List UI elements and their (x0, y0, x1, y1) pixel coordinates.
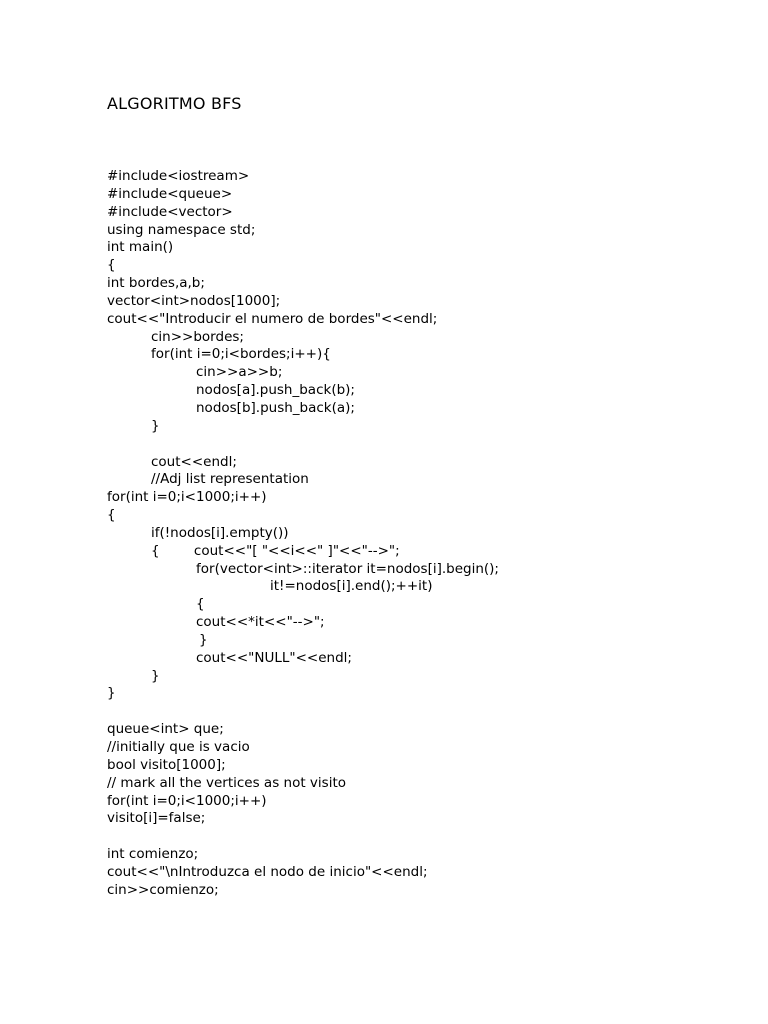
code-line: for(int i=0;i<1000;i++) (107, 792, 267, 809)
code-line (107, 828, 499, 846)
code-line: //initially que is vacio (107, 739, 250, 755)
code-line: for(int i=0;i<1000;i++) (107, 489, 267, 506)
code-line: #include<iostream> (107, 168, 250, 184)
code-line: cin>>comienzo; (107, 881, 219, 898)
code-line: #include<vector> (107, 203, 233, 220)
code-line: nodos[a].push_back(b); (196, 382, 355, 399)
code-line: { cout<<"[ "<<i<<" ]"<<"-->"; (151, 542, 400, 559)
code-line: } (151, 667, 160, 684)
code-line: queue<int> que; (107, 721, 224, 738)
code-line: int main() (107, 239, 174, 256)
code-line: int comienzo; (107, 846, 199, 863)
code-line: { (196, 596, 205, 613)
code-line: using namespace std; (107, 221, 256, 238)
code-line: cout<<"Introducir el numero de bordes"<<endl; (107, 310, 438, 327)
code-line: //Adj list representation (151, 471, 309, 488)
code-line: { (107, 257, 116, 274)
code-line: #include<queue> (107, 185, 233, 202)
code-block (107, 168, 499, 900)
document-title: ALGORITMO BFS (107, 94, 242, 113)
code-line: cout<<"\nIntroduzca el nodo de inicio"<<endl; (107, 863, 428, 880)
code-line: // mark all the vertices as not visito (107, 774, 346, 791)
code-line: int bordes,a,b; (107, 275, 205, 292)
code-line: cin>>a>>b; (196, 364, 283, 381)
code-line: cout<<endl; (151, 453, 237, 470)
code-line: nodos[b].push_back(a); (196, 399, 355, 416)
code-line: } (107, 685, 116, 702)
code-line: cin>>bordes; (151, 328, 244, 345)
code-line: visito[i]=false; (107, 810, 206, 827)
code-line: bool visito[1000]; (107, 756, 226, 773)
code-line: vector<int>nodos[1000]; (107, 292, 281, 309)
code-line: for(int i=0;i<bordes;i++){ (151, 346, 331, 363)
code-line (107, 703, 499, 721)
code-line: cout<<*it<<"-->"; (196, 614, 325, 631)
code-line: { (107, 507, 116, 524)
code-line: for(vector<int>::iterator it=nodos[i].begin(); (196, 560, 499, 577)
code-line: if(!nodos[i].empty()) (151, 524, 289, 541)
code-line: } (199, 631, 208, 648)
code-line (107, 436, 499, 454)
code-line: } (151, 417, 160, 434)
code-line: it!=nodos[i].end();++it) (270, 578, 433, 595)
code-line: cout<<"NULL"<<endl; (196, 649, 352, 666)
